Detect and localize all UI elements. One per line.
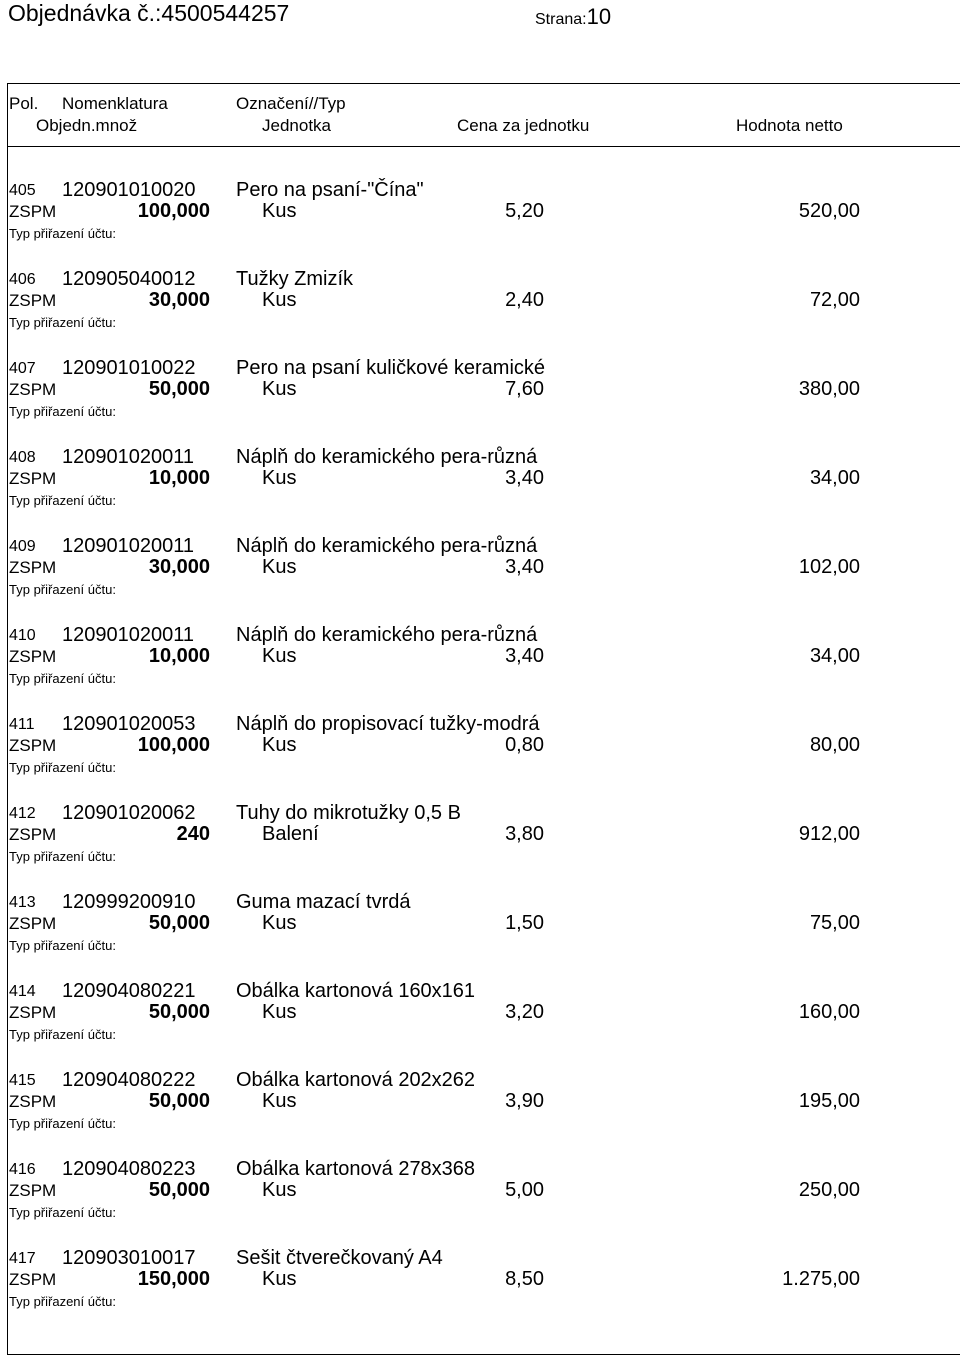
col-header-designation: Označení//Typ bbox=[236, 94, 346, 113]
item-net-value: 520,00 bbox=[798, 200, 860, 222]
item-position: 405 bbox=[9, 182, 36, 199]
item-net-value: 160,00 bbox=[798, 1001, 860, 1023]
item-unit-price: 3,80 bbox=[505, 823, 544, 845]
item-unit-price: 2,40 bbox=[505, 289, 544, 311]
item-net-value: 250,00 bbox=[798, 1179, 860, 1201]
item-unit-of-measure: ZSPM bbox=[9, 1003, 57, 1022]
item-unit-price: 0,80 bbox=[505, 734, 544, 756]
document-title: Objednávka č.:4500544257 bbox=[8, 0, 290, 26]
item-account-assignment-label: Typ přiřazení účtu: bbox=[9, 849, 116, 864]
item-unit-price: 5,00 bbox=[505, 1179, 544, 1201]
list-item bbox=[0, 268, 960, 360]
item-unit: Kus bbox=[262, 1090, 297, 1112]
item-net-value: 34,00 bbox=[809, 467, 860, 489]
item-unit: Kus bbox=[262, 912, 297, 934]
page-label: Strana: bbox=[535, 11, 587, 28]
item-unit-price: 5,20 bbox=[505, 200, 544, 222]
item-account-assignment-label: Typ přiřazení účtu: bbox=[9, 1027, 116, 1042]
item-unit-of-measure: ZSPM bbox=[9, 1270, 57, 1289]
item-unit: Kus bbox=[262, 289, 297, 311]
item-order-quantity: 240 bbox=[176, 823, 210, 845]
item-unit: Kus bbox=[262, 734, 297, 756]
col-header-pos: Pol. bbox=[9, 94, 39, 113]
col-header-nomenclature: Nomenklatura bbox=[62, 94, 168, 113]
item-nomenclature: 120903010017 bbox=[62, 1247, 196, 1269]
list-item bbox=[0, 1247, 960, 1339]
item-order-quantity: 50,000 bbox=[148, 912, 210, 934]
item-account-assignment-label: Typ přiřazení účtu: bbox=[9, 1294, 116, 1309]
col-header-order-qty: Objedn.množ bbox=[36, 116, 138, 135]
item-position: 412 bbox=[9, 805, 36, 822]
item-order-quantity: 50,000 bbox=[148, 1179, 210, 1201]
item-order-quantity: 50,000 bbox=[148, 1090, 210, 1112]
list-item bbox=[0, 1158, 960, 1250]
item-nomenclature: 120901020011 bbox=[62, 446, 194, 468]
item-unit-price: 8,50 bbox=[505, 1268, 544, 1290]
item-net-value: 34,00 bbox=[809, 645, 860, 667]
item-designation: Náplň do keramického pera-různá bbox=[236, 446, 538, 468]
item-account-assignment-label: Typ přiřazení účtu: bbox=[9, 493, 116, 508]
item-position: 410 bbox=[9, 627, 36, 644]
item-unit-price: 3,40 bbox=[505, 556, 544, 578]
item-nomenclature: 120901010020 bbox=[62, 179, 196, 201]
item-unit: Kus bbox=[262, 1179, 297, 1201]
item-designation: Tuhy do mikrotužky 0,5 B bbox=[236, 802, 461, 824]
list-item bbox=[0, 713, 960, 805]
list-item bbox=[0, 980, 960, 1072]
item-nomenclature: 120905040012 bbox=[62, 268, 196, 290]
item-position: 417 bbox=[9, 1250, 36, 1267]
item-position: 411 bbox=[9, 716, 35, 733]
item-unit-of-measure: ZSPM bbox=[9, 1181, 57, 1200]
page-indicator bbox=[535, 4, 611, 30]
item-nomenclature: 120901020011 bbox=[62, 624, 194, 646]
list-item bbox=[0, 1069, 960, 1161]
item-unit-of-measure: ZSPM bbox=[9, 736, 57, 755]
item-account-assignment-label: Typ přiřazení účtu: bbox=[9, 1116, 116, 1131]
item-account-assignment-label: Typ přiřazení účtu: bbox=[9, 760, 116, 775]
header-divider bbox=[7, 146, 960, 147]
item-designation: Obálka kartonová 202x262 bbox=[236, 1069, 476, 1091]
item-order-quantity: 30,000 bbox=[148, 556, 210, 578]
item-order-quantity: 100,000 bbox=[137, 200, 210, 222]
page-number: 10 bbox=[586, 4, 612, 29]
item-unit: Balení bbox=[262, 823, 319, 845]
item-nomenclature: 120904080223 bbox=[62, 1158, 196, 1180]
item-position: 413 bbox=[9, 894, 36, 911]
list-item bbox=[0, 624, 960, 716]
item-designation: Pero na psaní-"Čína" bbox=[236, 179, 424, 201]
item-account-assignment-label: Typ přiřazení účtu: bbox=[9, 582, 116, 597]
item-net-value: 80,00 bbox=[809, 734, 860, 756]
item-unit-price: 7,60 bbox=[505, 378, 544, 400]
item-designation: Náplň do propisovací tužky-modrá bbox=[236, 713, 540, 735]
item-account-assignment-label: Typ přiřazení účtu: bbox=[9, 671, 116, 686]
item-nomenclature: 120904080222 bbox=[62, 1069, 196, 1091]
list-item bbox=[0, 179, 960, 271]
item-designation: Pero na psaní kuličkové keramické bbox=[236, 357, 546, 379]
item-nomenclature: 120999200910 bbox=[62, 891, 196, 913]
item-net-value: 195,00 bbox=[798, 1090, 860, 1112]
item-unit-price: 3,40 bbox=[505, 645, 544, 667]
item-unit-of-measure: ZSPM bbox=[9, 647, 57, 666]
item-order-quantity: 10,000 bbox=[148, 467, 210, 489]
item-unit-price: 3,40 bbox=[505, 467, 544, 489]
item-designation: Obálka kartonová 160x161 bbox=[236, 980, 476, 1002]
list-item bbox=[0, 535, 960, 627]
item-unit-price: 3,20 bbox=[505, 1001, 544, 1023]
item-nomenclature: 120901020011 bbox=[62, 535, 194, 557]
list-item bbox=[0, 802, 960, 894]
item-unit: Kus bbox=[262, 200, 297, 222]
item-designation: Sešit čtverečkovaný A4 bbox=[236, 1247, 443, 1269]
item-account-assignment-label: Typ přiřazení účtu: bbox=[9, 938, 116, 953]
item-unit-of-measure: ZSPM bbox=[9, 469, 57, 488]
item-order-quantity: 50,000 bbox=[148, 378, 210, 400]
item-nomenclature: 120904080221 bbox=[62, 980, 196, 1002]
item-unit-of-measure: ZSPM bbox=[9, 1092, 57, 1111]
item-unit: Kus bbox=[262, 378, 297, 400]
item-account-assignment-label: Typ přiřazení účtu: bbox=[9, 404, 116, 419]
item-order-quantity: 50,000 bbox=[148, 1001, 210, 1023]
item-net-value: 380,00 bbox=[798, 378, 860, 400]
item-order-quantity: 150,000 bbox=[137, 1268, 210, 1290]
item-net-value: 912,00 bbox=[798, 823, 860, 845]
item-account-assignment-label: Typ přiřazení účtu: bbox=[9, 1205, 116, 1220]
item-unit-price: 1,50 bbox=[505, 912, 544, 934]
item-net-value: 1.275,00 bbox=[782, 1268, 860, 1290]
item-position: 409 bbox=[9, 538, 36, 555]
item-unit-of-measure: ZSPM bbox=[9, 380, 57, 399]
item-unit-of-measure: ZSPM bbox=[9, 914, 57, 933]
item-designation: Tužky Zmizík bbox=[236, 268, 354, 290]
item-position: 416 bbox=[9, 1161, 36, 1178]
col-header-unit-price: Cena za jednotku bbox=[457, 116, 590, 135]
item-account-assignment-label: Typ přiřazení účtu: bbox=[9, 226, 116, 241]
item-order-quantity: 30,000 bbox=[148, 289, 210, 311]
item-net-value: 102,00 bbox=[798, 556, 860, 578]
item-account-assignment-label: Typ přiřazení účtu: bbox=[9, 315, 116, 330]
item-designation: Guma mazací tvrdá bbox=[236, 891, 411, 913]
item-net-value: 72,00 bbox=[809, 289, 860, 311]
item-unit: Kus bbox=[262, 1001, 297, 1023]
list-item bbox=[0, 891, 960, 983]
item-unit-of-measure: ZSPM bbox=[9, 558, 57, 577]
item-nomenclature: 120901020062 bbox=[62, 802, 196, 824]
item-unit: Kus bbox=[262, 467, 297, 489]
list-item bbox=[0, 357, 960, 449]
item-position: 407 bbox=[9, 360, 36, 377]
item-unit-of-measure: ZSPM bbox=[9, 291, 57, 310]
item-order-quantity: 10,000 bbox=[148, 645, 210, 667]
item-nomenclature: 120901020053 bbox=[62, 713, 196, 735]
col-header-net-value: Hodnota netto bbox=[736, 116, 843, 135]
item-designation: Náplň do keramického pera-různá bbox=[236, 535, 538, 557]
item-position: 414 bbox=[9, 983, 36, 1000]
item-order-quantity: 100,000 bbox=[137, 734, 210, 756]
item-designation: Obálka kartonová 278x368 bbox=[236, 1158, 476, 1180]
col-header-unit: Jednotka bbox=[262, 116, 331, 135]
item-position: 408 bbox=[9, 449, 36, 466]
item-unit: Kus bbox=[262, 645, 297, 667]
list-item bbox=[0, 446, 960, 538]
item-position: 415 bbox=[9, 1072, 36, 1089]
item-designation: Náplň do keramického pera-různá bbox=[236, 624, 538, 646]
item-nomenclature: 120901010022 bbox=[62, 357, 196, 379]
item-unit: Kus bbox=[262, 556, 297, 578]
item-position: 406 bbox=[9, 271, 36, 288]
item-unit-of-measure: ZSPM bbox=[9, 825, 57, 844]
item-net-value: 75,00 bbox=[809, 912, 860, 934]
item-unit-price: 3,90 bbox=[505, 1090, 544, 1112]
item-unit: Kus bbox=[262, 1268, 297, 1290]
item-unit-of-measure: ZSPM bbox=[9, 202, 57, 221]
